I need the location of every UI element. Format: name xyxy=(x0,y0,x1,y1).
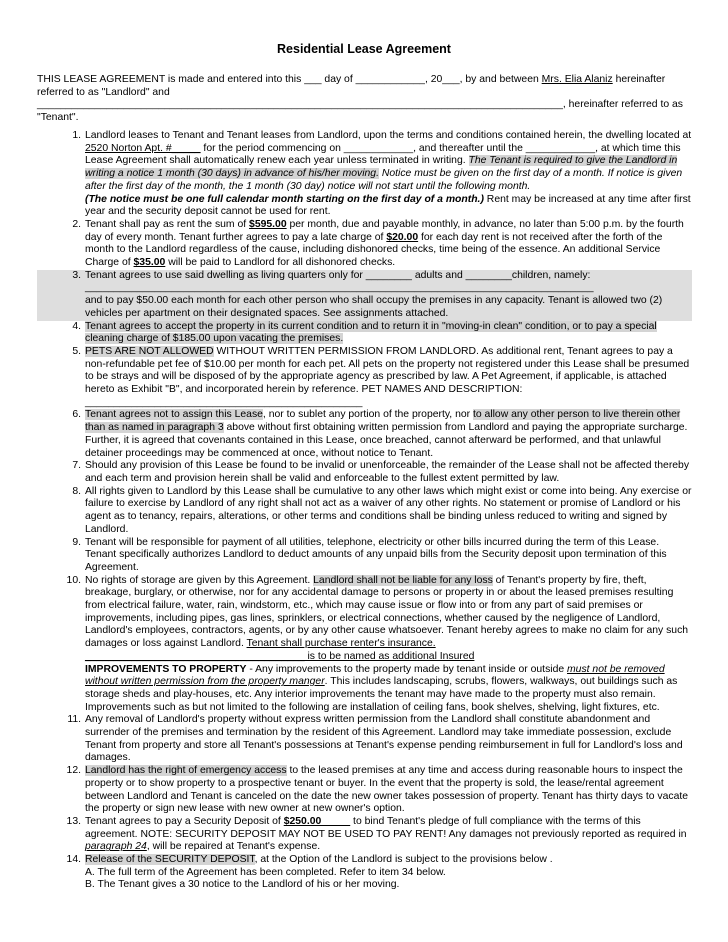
service-charge: $35.00 xyxy=(133,257,166,269)
clause-1: 1. Landlord leases to Tenant and Tenant leases from Landlord, upon the terms and conditions contained herein, the dwelling located at 2520 Norton Apt. #_____ for the period commencing on ____________, and thereafter until the ____________, at which time this Lease Agreement shall automatically renew each year unless terminated in writing. The Tenant is required to give the Landlord in writing a notice 1 month (30 days) in advance of his/her moving. Notice must be given on the first day of a month. If notice is given after the first day of the month, the 1 month (30 day) notice will not start until the following month. (The notice must be one full calendar month starting on the first day of a month.) Rent may be increased at any time after first year and the security deposit cannot be used for rent. xyxy=(72,130,692,218)
clause-12: 12. Landlord has the right of emergency access to the leased premises at any time and access during reasonable hours to inspect the property or to show property to a prospective tenant or buyer. In the event that the property is sold, the lease/rental agreement between Landlord and Tenant is canceled on the date the new owner takes possession of property. Tenant has thirty days to vacate the property or sign new lease with new owner at new owner's option. xyxy=(66,765,689,815)
notice-note: (The notice must be one full calendar month starting on the first day of a month.) xyxy=(85,193,484,205)
clause-7: 7. Should any provision of this Lease be found to be invalid or unenforceable, the remainder of the Lease shall not be affected thereby and each term and provision herein shall be valid and enforceable to the fullest extent permitted by law. xyxy=(72,460,690,484)
late-charge: $20.00 xyxy=(386,231,419,243)
occupants-line: ________________________________________________________________________________________ xyxy=(85,282,594,294)
clause-2: 2. Tenant shall pay as rent the sum of $595.00 per month, due and payable monthly, in advance, no later than 5:00 p.m. by the fourth day of every month. Tenant further agrees to pay a late charge of $20.00 for each day rent is not received after the forth of the month to the Landlord regardless of the cause, including dishonored checks, time being of the essence. An additional Service Charge of $35.00 will be paid to Landlord for all dishonored checks. xyxy=(72,218,684,269)
clause-4: 4. Tenant agrees to accept the property in its current condition and to return it in "moving-in clean" condition, or to pay a special cleaning charge of $185.00 upon vacating the premises. xyxy=(72,320,657,345)
renters-insurance: Tenant shall purchase renter's insurance. xyxy=(246,638,436,650)
release-condition-a: A. The full term of the Agreement has been completed. Refer to item 34 below. xyxy=(85,866,446,878)
clause-5: 5. PETS ARE NOT ALLOWED WITHOUT WRITTEN PERMISSION FROM LANDLORD. As additional rent, Tenant agrees to pay a non-refundable pet fee of $10.00 per month for each pet. All pets on the property not registered under this Lease shall be presumed to be strays and will be disposed of by the appropriate agency as prescribed by law. A Pet Agreement, if applicable, is attached hereto as Exhibit "B", and incorporated herein by reference. PET NAMES AND DESCRIPTION: ________________________________________________ xyxy=(72,345,690,408)
pets-not-allowed: PETS ARE NOT ALLOWED xyxy=(85,345,214,357)
improvements-heading: IMPROVEMENTS TO PROPERTY xyxy=(85,663,247,675)
clause-14: 14. Release of the SECURITY DEPOSIT, at the Option of the Landlord is subject to the provisions below . A. The full term of the Agreement has been completed. Refer to item 34 below. B. The Tenant gives a 30 notice to the Landlord of his or her moving. xyxy=(66,854,553,891)
clause-8: 8. All rights given to Landlord by this Lease shall be cumulative to any other laws which might exist or come into being. Any exercise or failure to exercise by Landlord of any right shall not act as a waiver of any other rights. No statement or promise of Landlord or his agent as to tenancy, repairs, alterations, or other terms and conditions shall be binding unless reduced to writing and signed by Landlord. xyxy=(72,485,692,535)
clause-9: 9. Tenant will be responsible for payment of all utilities, telephone, electricity or other bills incurred during the term of this Lease. Tenant specifically authorizes Landlord to deduct amounts of any unpaid bills from the Security deposit upon termination of this Agreement. xyxy=(72,536,667,573)
pet-description-line: ________________________________________________ xyxy=(85,396,363,408)
rent-amount: $595.00 xyxy=(249,218,287,230)
clause-10: 10. No rights of storage are given by this Agreement. Landlord shall not be liable for any loss of Tenant's property by fire, theft, breakage, burglary, or otherwise, nor for any accidental damage to persons or property in or about the leased premises resulting from electrical failure, water, rain, windstorm, etc., which may cause issue or flow into or from any part of said premises or improvements, including pipes, gas lines, sprinklers, or electrical connections, whether caused by the negligence of Landlord, Landlord's employees, contractors, agents, or by any other cause whatsoever. Tenant hereby agrees to make no claim for any such damages or loss against Landlord. Tenant shall purchase renter's insurance. ______________________________________ is to be named as additional Insured IMPROVEMENTS TO PROPERTY - Any improvements to the property made by tenant inside or outside must not be removed without written permission from the property manger. This includes landscaping, scrubs, flowers, walkways, out buildings such as storage sheds and play-houses, etc. Any interior improvements the tenant may have made to the property must also remain. Improvements such as but not limited to the following are installation of ceiling fans, book shelves, shelving, light fixtures, etc. xyxy=(66,574,689,713)
additional-insured-line: ______________________________________ is to be named as additional Insured xyxy=(85,650,475,662)
intro-paragraph: THIS LEASE AGREEMENT is made and entered into this ___ day of ____________, 20___, by and between Mrs. Elia Alaniz hereinafter referred to as "Landlord" and ___________________________________________________________________________________________, hereinafter referred to as "Tenant". xyxy=(37,74,684,124)
document-title: Residential Lease Agreement xyxy=(277,42,451,56)
landlord-name: Mrs. Elia Alaniz xyxy=(541,74,613,85)
notice-requirement: The Tenant is required to give the Landlord in writing a notice 1 month (30 days) in advance of his/her moving. xyxy=(85,155,678,180)
clause-13: 13. Tenant agrees to pay a Security Deposit of $250.00_____ to bind Tenant's pledge of full compliance with the terms of this agreement. NOTE: SECURITY DEPOSIT MAY NOT BE USED TO PAY RENT! Any damages not previously reported as required in paragraph 24, will be repaired at Tenant's expense. xyxy=(66,815,687,853)
dwelling-address: 2520 Norton Apt. #_____ xyxy=(85,142,201,154)
clause-list xyxy=(37,130,692,892)
clause-3: 3. Tenant agrees to use said dwelling as living quarters only for ________ adults and ________children, namely: ________________________________________________________________________________________ and to pay $50.00 each month for each other person who shall occupy the premises in any capacity. Tenant is allowed two (2) vehicles per apartment on their designated spaces. See assignments attached. xyxy=(37,270,692,321)
cleaning-charge: special cleaning charge of $185.00 upon vacating the premises. xyxy=(85,320,657,345)
security-deposit-amount: $250.00_____ xyxy=(283,815,351,827)
clause-11: 11. Any removal of Landlord's property without express written permission from the Landlord shall constitute abandonment and surrender of the premises and termination by the resident of this Agreement. Landlord may take immediate possession, exclude Tenant from property and store all Tenant's possessions at Tenant's expense pending reimbursement in full for Landlord's loss and damages. xyxy=(67,714,683,764)
release-condition-b: B. The Tenant gives a 30 notice to the Landlord of his or her moving. xyxy=(85,879,400,891)
clause-6: 6. Tenant agrees not to assign this Lease, nor to sublet any portion of the property, nor to allow any other person to live therein other than as named in paragraph 3 above without first obtaining written permission from Landlord and paying the appropriate surcharge. Further, it is agreed that covenants contained in this Lease, once breached, cannot afterward be performed, and that unlawful detainer proceedings may be commenced at once, without notice to Tenant. xyxy=(72,409,688,459)
